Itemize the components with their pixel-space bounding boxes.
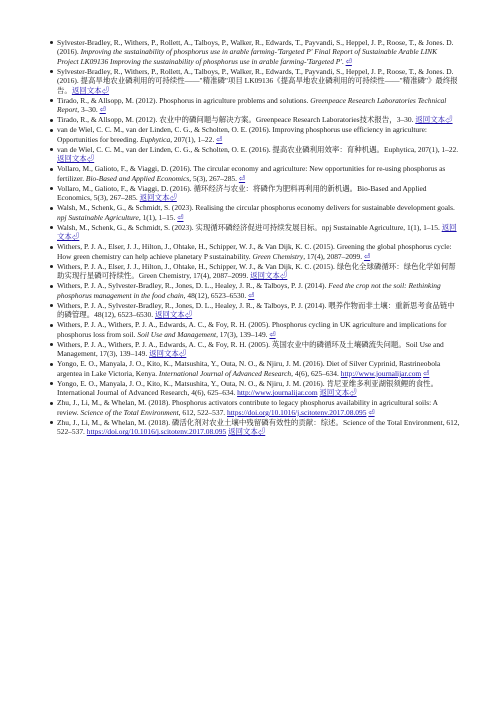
return-arrow-icon[interactable]: ⏎ xyxy=(71,232,80,242)
reference-text: Withers, P. J. A., Elser, J. J., Hilton, J., Ohtake, H., Schipper, W. J., & Van Dijk, K. C. (2015). 绿色化全球磷循环：绿色化学如何帮助实现行星磷可持续性。Green Chemistry, 17(4), 2087–2099. xyxy=(57,261,456,281)
reference-text: Walsh, M., Schenk, G., & Schmidt, S. (2023). Realising the circular phosphorus economy delivers for sustainable development goals. xyxy=(57,203,455,213)
return-arrow-icon[interactable]: ⏎ xyxy=(177,212,184,222)
reference-item xyxy=(57,262,460,281)
return-arrow-icon[interactable]: ⏎ xyxy=(349,388,357,398)
reference-item xyxy=(57,203,460,222)
reference-item xyxy=(57,281,460,300)
return-arrow-icon[interactable]: ⏎ xyxy=(257,427,266,437)
reference-journal: Green Chemistry xyxy=(252,251,304,261)
reference-text: Zhu, J., Li, M., & Whelan, M. (2018). 磷活化剂对农业土壤中残留磷有效性的贡献：综述。Science of the Total Environment, 612, 522–537. xyxy=(57,417,460,437)
reference-text: Vollaro, M., Galioto, F., & Viaggi, D. (2016). The circular economy and agriculture: New opportunities for re-using phosphorus as fertilizer. xyxy=(57,164,446,183)
back-to-text-link[interactable]: 返回文本 xyxy=(57,154,87,164)
return-arrow-icon[interactable]: ⏎ xyxy=(178,349,187,359)
reference-text: Withers, P. J. A., Sylvester-Bradley, R., Jones, D. L., Healey, J. R., & Talboys, P. J. (2014). xyxy=(57,281,329,291)
reference-details: , 48(12), 6523–6530. xyxy=(183,290,249,300)
back-to-text-link[interactable]: 返回文本 xyxy=(149,349,179,359)
reference-text: Sylvester-Bradley, R., Withers, P., Rollett, A., Talboys, P., Walker, R., Edwards, T., Payvandi, S., Heppel, J. P., Roose, T., & Jones. D. (2016). 提高旱地农业磷利用的可持续性——"精准磷"项目 LK09136《提高旱地农业磷利用的可持续性——"精准磷"》最终报告。 xyxy=(57,66,458,95)
reference-details: , 5(3), 267–285. xyxy=(189,173,239,183)
reference-text: Yongo, E. O., Manyala, J. O., Kito, K., Matsushita, Y., Outa, N. O., & Njiru, J. M. (2016). Diet of Silver Cyprinid, Rastrineobola argentea in Lake Victoria, Kenya. xyxy=(57,359,441,378)
back-to-text-link[interactable]: 返回文本 xyxy=(228,427,258,437)
return-arrow-icon[interactable]: ⏎ xyxy=(423,368,430,378)
return-arrow-icon[interactable]: ⏎ xyxy=(216,134,223,144)
reference-journal: Feed the crop not the soil: Rethinking phosphorus management in the food chain xyxy=(57,281,441,300)
reference-journal: Soil Use and Management xyxy=(137,329,217,339)
return-arrow-icon[interactable]: ⏎ xyxy=(169,193,177,203)
reference-item xyxy=(57,418,460,437)
reference-url-link[interactable]: https://doi.org/10.1016/j.scitotenv.2017.08.095 xyxy=(227,407,367,417)
return-arrow-icon[interactable]: ⏎ xyxy=(279,271,288,281)
back-to-text-link[interactable]: 返回文本 xyxy=(415,115,446,125)
return-arrow-icon[interactable]: ⏎ xyxy=(101,85,110,95)
back-to-text-link[interactable]: 返回文本 xyxy=(250,271,280,281)
reference-journal: npj Sustainable Agriculture xyxy=(57,212,139,222)
reference-details: , 17(4), 2087–2099. xyxy=(303,251,364,261)
reference-details: . xyxy=(341,56,346,66)
return-arrow-icon[interactable]: ⏎ xyxy=(248,290,255,300)
return-arrow-icon[interactable]: ⏎ xyxy=(368,407,375,417)
reference-journal: Greenpeace Research Laboratories Technical Report xyxy=(57,95,447,115)
reference-details: , 17(3), 139–149. xyxy=(216,329,270,339)
reference-item xyxy=(57,145,460,164)
return-arrow-icon[interactable]: ⏎ xyxy=(99,105,106,115)
reference-details: , 1(1), 1–15. xyxy=(138,212,178,222)
reference-item xyxy=(57,164,460,183)
return-arrow-icon[interactable]: ⏎ xyxy=(363,251,371,261)
reference-journal: International Journal of Advanced Research xyxy=(158,368,292,378)
back-to-text-link[interactable]: 返回文本 xyxy=(71,85,102,95)
reference-item xyxy=(57,301,460,320)
reference-journal: Bio-Based and Applied Economics xyxy=(85,173,190,183)
reference-details: , 612, 522–537. xyxy=(178,407,228,417)
reference-item xyxy=(57,184,460,203)
reference-item xyxy=(57,115,460,124)
reference-item xyxy=(57,398,460,417)
reference-item xyxy=(57,96,460,115)
reference-text: Withers, P. J. A., Sylvester-Bradley, R., Jones, D. L., Healey, J. R., & Talboys, P. J. (2014). 喂养作物而非土壤：重新思考食品链中的磷管理。48(12), 6523–6530. xyxy=(57,300,455,320)
reference-item xyxy=(57,379,460,398)
reference-item xyxy=(57,320,460,339)
reference-journal: Science of the Total Environment xyxy=(80,407,179,417)
reference-url-link[interactable]: https://doi.org/10.1016/j.scitotenv.2017.08.095 xyxy=(86,427,227,437)
reference-journal: Improving the sustainability of phosphorus use in arable farming-'Targeted P' Final Report of Sustainable Arable LINK Project LK09136 Improving the sustainability of phosphorus use in arable farming-'Targeted P' xyxy=(57,47,438,66)
return-arrow-icon[interactable]: ⏎ xyxy=(269,329,276,339)
reference-text: Sylvester-Bradley, R., Withers, P., Rollett, A., Talboys, P., Walker, R., Edwards, T., Payvandi, S., Heppel, J. P., Roose, T., & Jones. D. (2016). xyxy=(57,38,454,57)
return-arrow-icon[interactable]: ⏎ xyxy=(184,310,193,320)
reference-item xyxy=(57,359,460,378)
back-to-text-link[interactable]: 返回文本 xyxy=(139,193,170,203)
return-arrow-icon[interactable]: ⏎ xyxy=(345,56,352,66)
reference-text: Zhu, J., Li, M., & Whelan, M. (2018). Phosphorus activators contribute to legacy phosphorus availability in agricultural soils: A review. xyxy=(57,398,438,417)
reference-text: van de Wiel, C. C. M., van der Linden, C. G., & Scholten, O. E. (2016). Improving phosphorus use efficiency in agriculture: Opportunities for breeding. xyxy=(57,125,427,144)
reference-journal: Euphytica xyxy=(140,134,171,144)
reference-text: Vollaro, M., Galioto, F., & Viaggi, D. (2016). 循环经济与农业：将磷作为肥料再利用的新机遇。Bio-Based and Applied Economics, 5(3), 267–285. xyxy=(57,183,427,203)
reference-text: Yongo, E. O., Manyala, J. O., Kito, K., Matsushita, Y., Outa, N. O., & Njiru, J. M. (2016). 肯尼亚维多利亚湖银须鲤的食性。International Journal of Advanced Research, 4(6), 625–634. xyxy=(57,378,439,398)
reference-item xyxy=(57,242,460,261)
return-arrow-icon[interactable]: ⏎ xyxy=(86,154,95,164)
reference-item xyxy=(57,38,460,66)
reference-text: Withers, P. J. A., Elser, J. J., Hilton, J., Ohtake, H., Schipper, W. J., & Van Dijk, K. C. (2015). Greening the global phosphorus cycle: How green chemistry can help achieve planetary P sustainability. xyxy=(57,242,452,261)
reference-item xyxy=(57,67,460,95)
back-to-text-link[interactable]: 返回文本 xyxy=(154,310,185,320)
reference-text: Withers, P. J. A., Withers, P. J. A., Edwards, A. C., & Foy, R. H. (2005). 英国农业中的磷循环及土壤磷流失问题。Soil Use and Management, 17(3), 139–149. xyxy=(57,339,444,359)
reference-text: Withers, P. J. A., Withers, P. J. A., Edwards, A. C., & Foy, R. H. (2005). Phosphorus cycling in UK agriculture and implications for phosphorus loss from soil. xyxy=(57,320,447,339)
reference-text: Walsh, M., Schenk, G., & Schmidt, S. (2023). 实现循环磷经济促进可持续发展目标。npj Sustainable Agriculture, 1(1), 1–15. xyxy=(57,222,442,232)
reference-list xyxy=(57,38,460,437)
reference-text: Tirado, R., & Allsopp, M. (2012). Phosphorus in agriculture problems and solutions. xyxy=(57,95,311,105)
reference-details: , 207(1), 1–22. xyxy=(170,134,217,144)
reference-item xyxy=(57,125,460,144)
reference-details: , 4(6), 625–634. xyxy=(291,368,341,378)
return-arrow-icon[interactable]: ⏎ xyxy=(238,173,246,183)
back-to-text-link[interactable]: 返回文本 xyxy=(319,388,350,398)
reference-url-link[interactable]: http://www.journalijar.com xyxy=(340,368,422,378)
reference-item xyxy=(57,340,460,359)
back-to-text-link[interactable]: 返回文本 xyxy=(57,222,457,242)
reference-text: van de Wiel, C. C. M., van der Linden, C. G., & Scholten, O. E. (2016). 提高农业磷利用效率：育种机遇。Euphytica, 207(1), 1–22. xyxy=(57,144,459,154)
reference-details: , 3–30. xyxy=(77,105,100,115)
return-arrow-icon[interactable]: ⏎ xyxy=(445,115,453,125)
reference-text: Tirado, R., & Allsopp, M. (2012). 农业中的磷问题与解决方案。Greenpeace Research Laboratories技术报告，3–30. xyxy=(57,115,416,125)
reference-item xyxy=(57,223,460,242)
reference-url-link[interactable]: http://www.journalijar.com xyxy=(237,388,318,398)
